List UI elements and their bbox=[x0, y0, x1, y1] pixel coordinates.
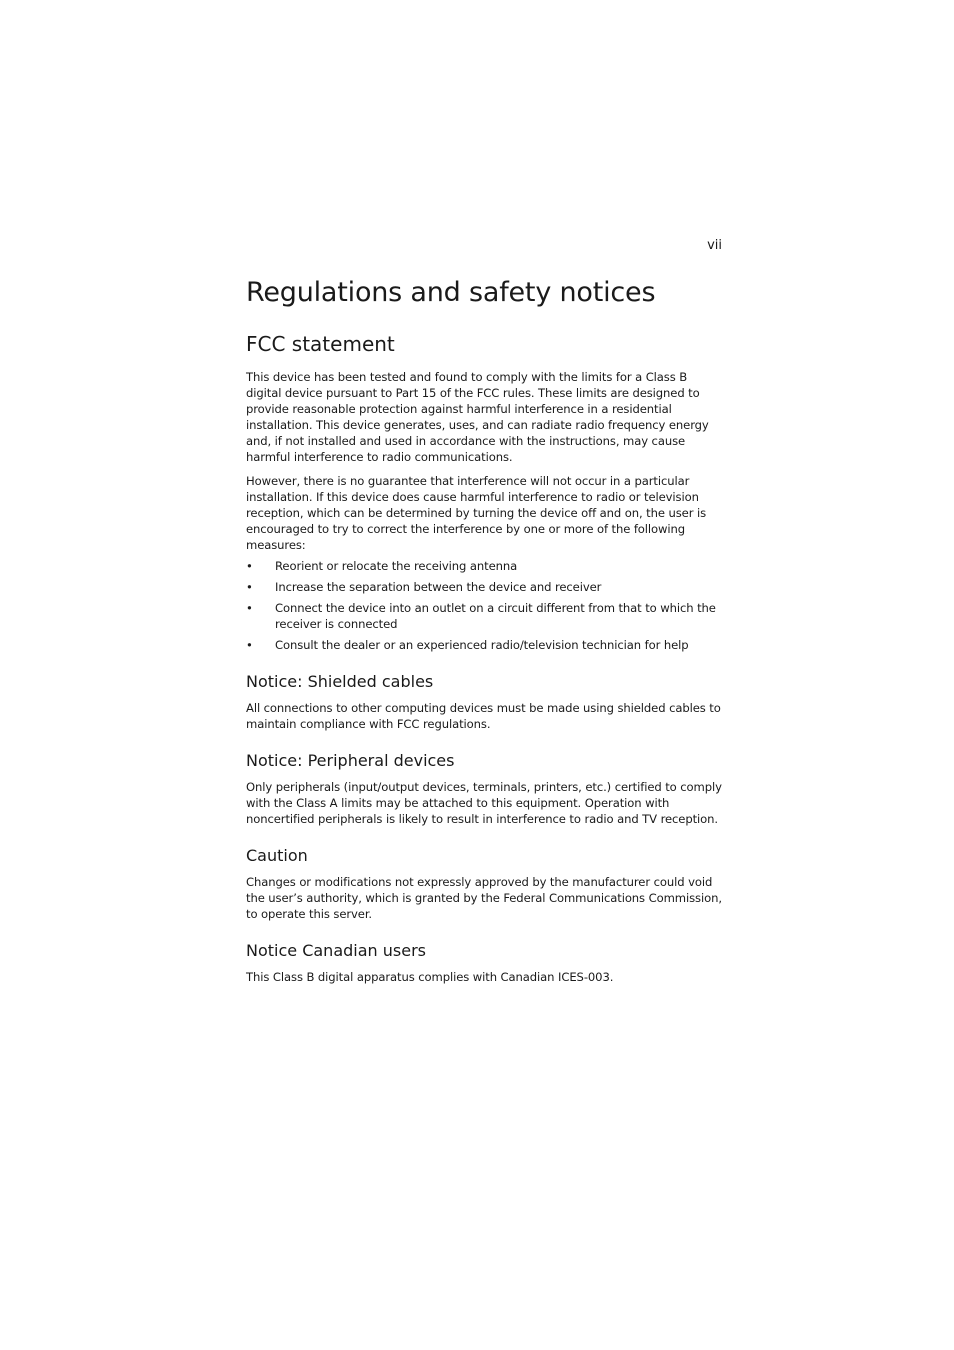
caution-text: Changes or modifications not expressly approved by the manufacturer could void the user’s authority, which is granted by the Federal Communications Commission, to operate this server. bbox=[246, 875, 722, 921]
peripheral-devices-text: Only peripherals (input/output devices, terminals, printers, etc.) certified to comply with the Class A limits may be attached to this equipment. Operation with noncertified peripherals is likely to result in interference to radio and TV reception. bbox=[246, 780, 722, 826]
measures-list bbox=[246, 558, 722, 653]
shielded-cables-text: All connections to other computing devices must be made using shielded cables to maintain compliance with FCC regulations. bbox=[246, 701, 721, 731]
shielded-cables-section bbox=[246, 672, 722, 732]
bullet-icon: • bbox=[246, 601, 253, 615]
list-item bbox=[246, 600, 722, 632]
peripheral-devices-section bbox=[246, 751, 722, 827]
page-content bbox=[246, 275, 722, 993]
fcc-paragraph-2: However, there is no guarantee that interference will not occur in a particular installation. If this device does cause harmful interference to radio or television reception, which can be determined by turning the device off and on, the user is encouraged to try to correct the interference by one or more of the following measures: bbox=[246, 474, 707, 552]
bullet-icon: • bbox=[246, 559, 253, 573]
fcc-statement-section bbox=[246, 331, 722, 653]
fcc-statement-heading: FCC statement bbox=[246, 332, 395, 356]
canadian-users-section bbox=[246, 941, 722, 985]
list-item-text: Increase the separation between the device and receiver bbox=[275, 580, 602, 594]
page-number: vii bbox=[707, 238, 722, 253]
bullet-icon: • bbox=[246, 580, 253, 594]
peripheral-devices-heading: Notice: Peripheral devices bbox=[246, 751, 455, 770]
shielded-cables-heading: Notice: Shielded cables bbox=[246, 672, 434, 691]
page-title: Regulations and safety notices bbox=[246, 277, 656, 308]
fcc-paragraph-1: This device has been tested and found to comply with the limits for a Class B digital device pursuant to Part 15 of the FCC rules. These limits are designed to provide reasonable protection against harmful interference in a residential installation. This device generates, uses, and can radiate radio frequency energy and, if not installed and used in accordance with the instructions, may cause harmful interference to radio communications. bbox=[246, 370, 709, 464]
caution-heading: Caution bbox=[246, 846, 308, 865]
list-item-text: Connect the device into an outlet on a circuit different from that to which the receiver is connected bbox=[275, 601, 716, 631]
canadian-users-heading: Notice Canadian users bbox=[246, 941, 426, 960]
caution-section bbox=[246, 846, 722, 922]
list-item bbox=[246, 637, 722, 653]
bullet-icon: • bbox=[246, 638, 253, 652]
list-item-text: Consult the dealer or an experienced radio/television technician for help bbox=[275, 638, 689, 652]
canadian-users-text: This Class B digital apparatus complies with Canadian ICES-003. bbox=[246, 970, 614, 984]
list-item-text: Reorient or relocate the receiving antenna bbox=[275, 559, 518, 573]
list-item bbox=[246, 558, 722, 574]
list-item bbox=[246, 579, 722, 595]
